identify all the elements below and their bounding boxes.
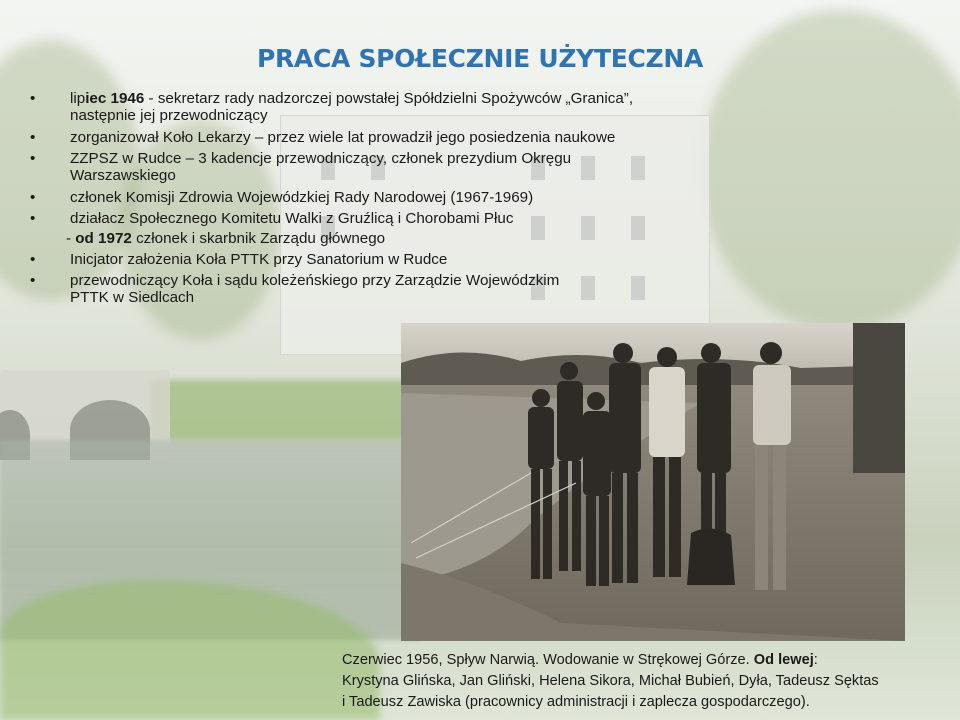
bullet-item	[30, 129, 760, 146]
bullet-item	[30, 189, 760, 206]
caption-from-left: Od lewej	[753, 652, 814, 668]
bullet-marker: •	[30, 251, 36, 268]
bullet-text-segment: Inicjator założenia Koła PTTK przy Sanatorium w Rudce	[70, 251, 448, 268]
bullet-bold-text: od 1972	[75, 230, 132, 247]
bullet-item	[30, 272, 760, 306]
bullet-text-segment: członek Komisji Zdrowia Wojewódzkiej Rady Narodowej (1967-1969)	[70, 189, 534, 206]
bullet-text-segment: lip	[70, 90, 86, 107]
caption-colon: :	[813, 652, 818, 668]
photo-caption	[342, 650, 947, 713]
bullet-text	[66, 230, 760, 247]
bg-lawn	[150, 380, 410, 440]
caption-line-1	[342, 650, 947, 671]
bullet-text-segment: ZZPSZ w Rudce – 3 kadencje przewodniczący, członek prezydium Okręgu	[70, 150, 572, 167]
bullet-list	[30, 90, 760, 306]
bullet-marker: •	[30, 210, 36, 227]
photo-illustration	[401, 323, 905, 641]
bullet-item	[30, 251, 760, 268]
bullet-marker: •	[30, 129, 36, 146]
bullet-text	[70, 129, 760, 146]
bullet-item	[30, 210, 760, 227]
bullet-item	[30, 230, 760, 247]
bullet-text-segment: działacz Społecznego Komitetu Walki z Gruźlicą i Chorobami Płuc	[70, 210, 514, 227]
bullet-marker: •	[30, 189, 36, 206]
bullet-marker: •	[30, 150, 36, 167]
bullet-item	[30, 90, 760, 124]
bullet-text	[70, 251, 760, 268]
historic-group-photo	[401, 323, 905, 641]
caption-line-3: i Tadeusz Zawiska (pracownicy administracji i zaplecza gospodarczego).	[342, 694, 810, 710]
bullet-continuation: Warszawskiego	[70, 167, 176, 184]
bullet-text	[70, 150, 760, 167]
caption-line-1-text: Czerwiec 1956, Spływ Narwią. Wodowanie w Strękowej Górze.	[342, 652, 754, 668]
bullet-continuation: PTTK w Siedlcach	[70, 289, 195, 306]
bullet-marker: •	[30, 90, 36, 107]
bullet-continuation: następnie jej przewodniczący	[70, 107, 268, 124]
bullet-text-segment: -	[66, 230, 76, 247]
bullet-text	[70, 272, 760, 289]
bullet-text-segment: przewodniczący Koła i sądu koleżeńskiego przy Zarządzie Wojewódzkim	[70, 272, 560, 289]
bullet-text-segment: członek i skarbnik Zarządu głównego	[131, 230, 386, 247]
bullet-item	[30, 150, 760, 184]
bullet-text-segment: zorganizował Koło Lekarzy – przez wiele lat prowadził jego posiedzenia naukowe	[70, 129, 616, 146]
bullet-marker: •	[30, 272, 36, 289]
bullet-bold-text: iec 1946	[85, 90, 145, 107]
slide-title: PRACA SPOŁECZNIE UŻYTECZNA	[256, 44, 704, 73]
bullet-text-segment: - sekretarz rady nadzorczej powstałej Spółdzielni Spożywców „Granica”,	[144, 90, 634, 107]
bullet-text	[70, 210, 760, 227]
bullet-text	[70, 90, 760, 107]
bullet-text	[70, 189, 760, 206]
caption-line-2: Krystyna Glińska, Jan Gliński, Helena Sikora, Michał Bubień, Dyła, Tadeusz Sęktas	[342, 673, 879, 689]
